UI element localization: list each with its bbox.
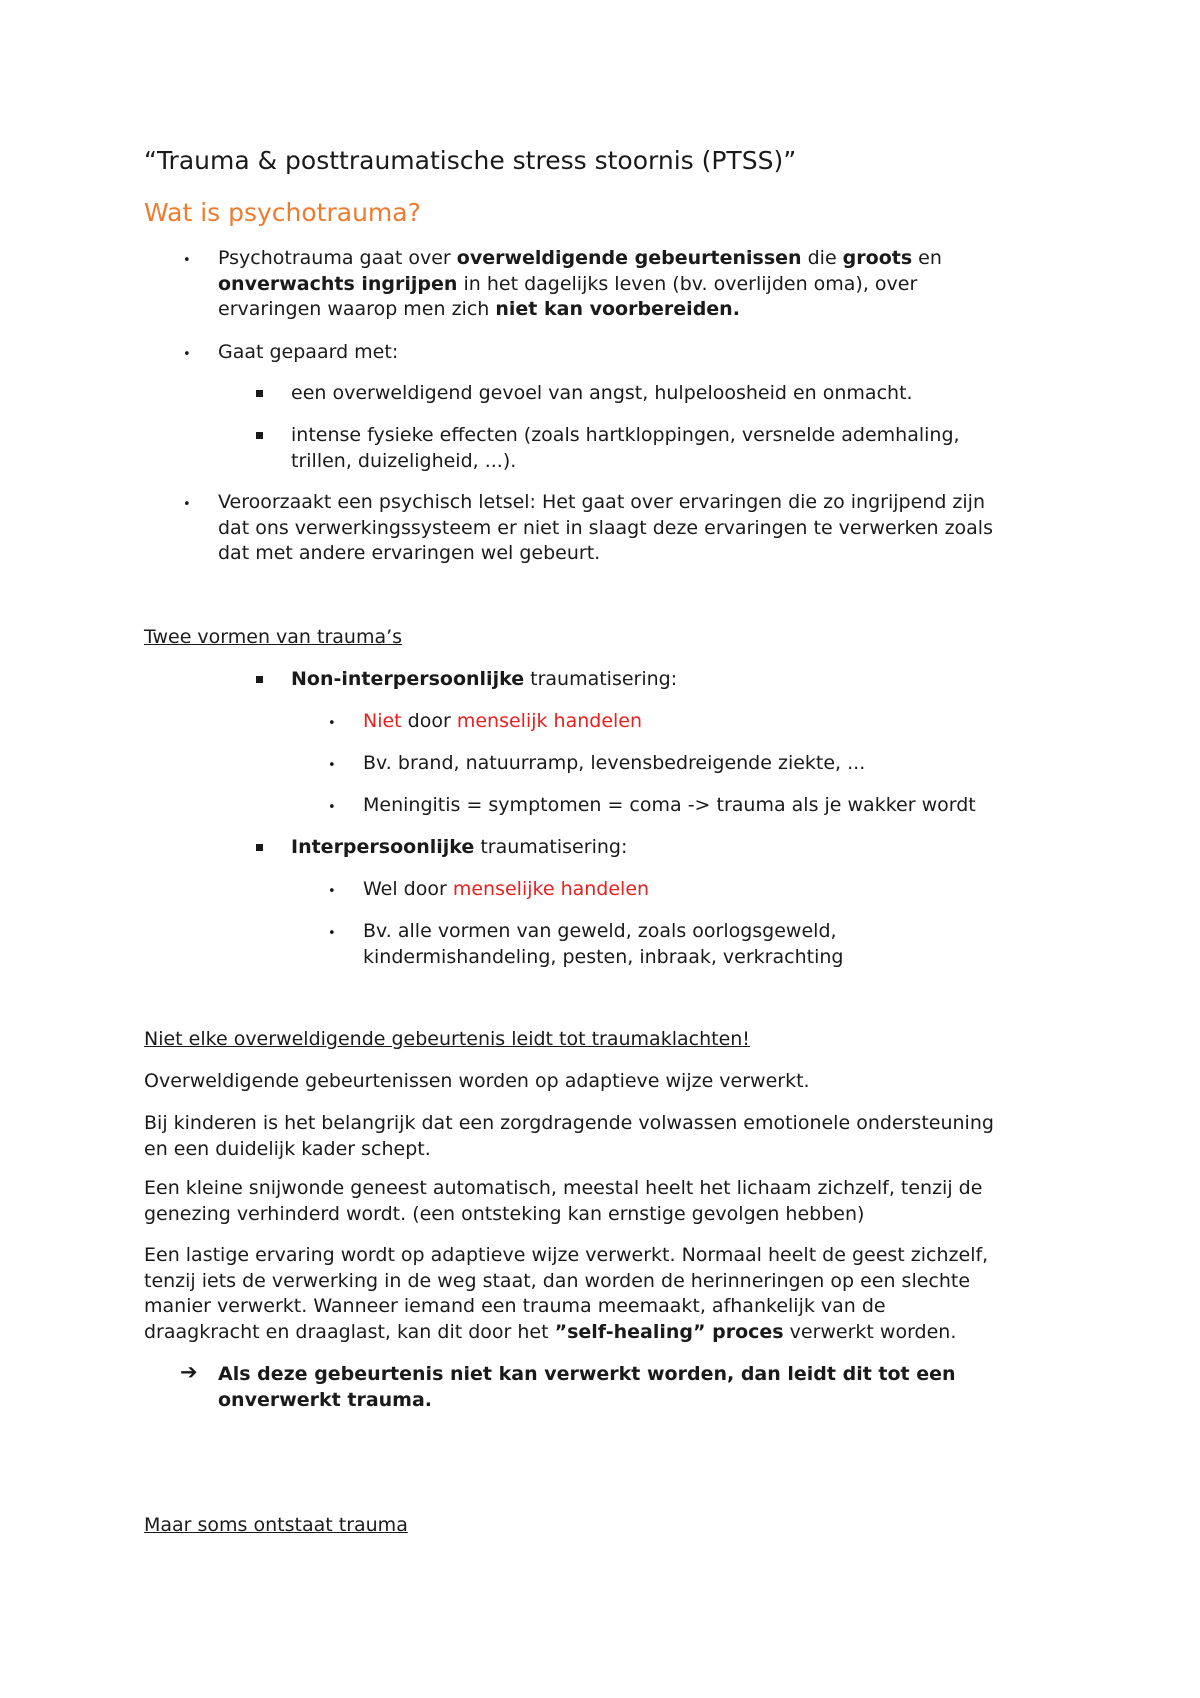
list-item: Psychotrauma gaat over overweldigende gebeurtenissen die groots en onverwachts ingrijpen in het dagelijks leven (bv. overlijden oma), over ervaringen waarop men zich niet kan voorbereiden. [218, 247, 942, 320]
document-title: “Trauma & posttraumatische stress stoornis (PTSS)” [144, 146, 797, 175]
square-bullet-icon [256, 676, 263, 683]
section-heading: Wat is psychotrauma? [144, 198, 421, 227]
subheading: Niet elke overweldigende gebeurtenis leidt tot traumaklachten! [144, 1028, 750, 1050]
bullet-icon: • [328, 800, 336, 815]
bullet-icon: • [328, 884, 336, 899]
list-item: Bv. brand, natuurramp, levensbedreigende ziekte, ... [363, 752, 866, 774]
bullet-icon: • [328, 758, 336, 773]
list-item: Non-interpersoonlijke traumatisering: [291, 668, 678, 690]
list-item: Meningitis = symptomen = coma -> trauma als je wakker wordt [363, 794, 976, 816]
conclusion: Als deze gebeurtenis niet kan verwerkt worden, dan leidt dit tot een onverwerkt trauma. [218, 1363, 956, 1411]
square-bullet-icon [256, 390, 263, 397]
list-item: een overweldigend gevoel van angst, hulpeloosheid en onmacht. [291, 382, 913, 404]
paragraph: Een kleine snijwonde geneest automatisch, meestal heelt het lichaam zichzelf, tenzij de genezing verhinderd wordt. (een ontsteking kan ernstige gevolgen hebben) [144, 1177, 983, 1225]
bullet-icon: • [183, 347, 191, 362]
bullet-icon: • [183, 253, 191, 268]
list-item: Niet door menselijk handelen [363, 710, 643, 732]
list-item: intense fysieke effecten (zoals hartkloppingen, versnelde ademhaling, trillen, duizeligheid, ...). [291, 424, 960, 472]
paragraph: Overweldigende gebeurtenissen worden op adaptieve wijze verwerkt. [144, 1070, 810, 1092]
square-bullet-icon [256, 844, 263, 851]
bullet-icon: • [328, 926, 336, 941]
bullet-icon: • [328, 716, 336, 731]
paragraph: Bij kinderen is het belangrijk dat een zorgdragende volwassen emotionele ondersteuning en een duidelijk kader schept. [144, 1112, 994, 1160]
list-item: Gaat gepaard met: [218, 341, 399, 363]
subheading: Maar soms ontstaat trauma [144, 1514, 408, 1536]
list-item: Interpersoonlijke traumatisering: [291, 836, 628, 858]
paragraph: Een lastige ervaring wordt op adaptieve wijze verwerkt. Normaal heelt de geest zichzelf, tenzij iets de verwerking in de weg staat, dan worden de herinneringen op een slechte manier verwerkt. Wanneer iemand een trauma meemaakt, afhankelijk van de draagkracht en draaglast, kan dit door het ”self-healing” proces verwerkt worden. [144, 1244, 989, 1343]
list-item: Wel door menselijke handelen [363, 878, 650, 900]
bullet-icon: • [183, 497, 191, 512]
list-item: Veroorzaakt een psychisch letsel: Het gaat over ervaringen die zo ingrijpend zijn dat ons verwerkingssysteem er niet in slaagt deze ervaringen te verwerken zoals dat met andere ervaringen wel gebeurt. [218, 491, 993, 564]
square-bullet-icon [256, 432, 263, 439]
arrow-right-icon: ➔ [180, 1360, 198, 1384]
list-item: Bv. alle vormen van geweld, zoals oorlogsgeweld, kindermishandeling, pesten, inbraak, verkrachting [363, 920, 844, 968]
subheading: Twee vormen van trauma’s [144, 626, 403, 648]
